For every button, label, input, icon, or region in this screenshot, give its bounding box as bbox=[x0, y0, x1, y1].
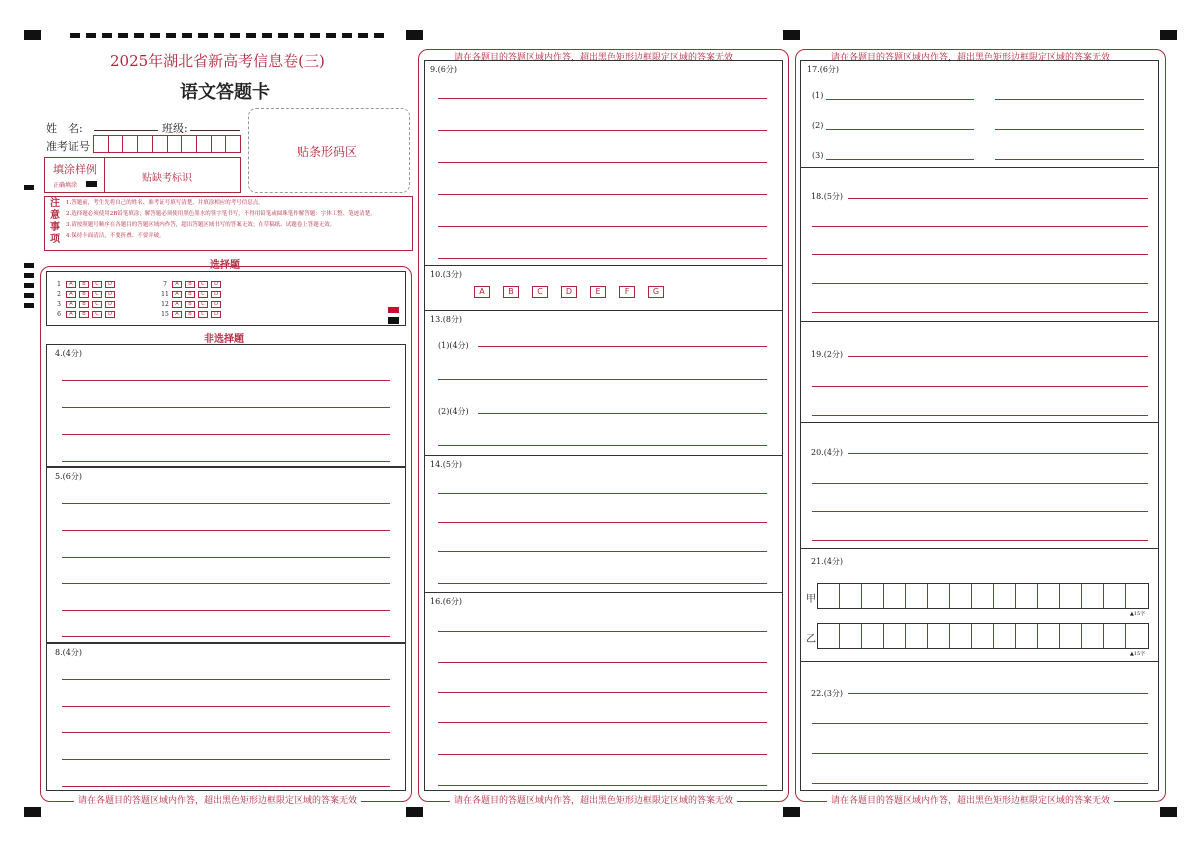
timing-mark bbox=[24, 185, 34, 190]
dash-segment bbox=[166, 33, 176, 38]
choice-option-bubble[interactable]: D bbox=[211, 291, 221, 298]
answer-line[interactable] bbox=[438, 98, 767, 99]
answer-line[interactable] bbox=[812, 312, 1148, 313]
dash-segment bbox=[342, 33, 352, 38]
answer-line[interactable] bbox=[62, 732, 390, 733]
choice-option-bubble[interactable]: C bbox=[92, 311, 102, 318]
answer-line[interactable] bbox=[438, 785, 767, 786]
choice-option-bubble[interactable]: D bbox=[105, 281, 115, 288]
q21-cell[interactable] bbox=[1016, 584, 1038, 608]
exam-no-cell[interactable] bbox=[197, 136, 212, 152]
answer-line[interactable] bbox=[438, 493, 767, 494]
choice-section-title: 选择题 bbox=[210, 260, 240, 271]
answer-line[interactable] bbox=[812, 511, 1148, 512]
q21-cell[interactable] bbox=[1060, 624, 1082, 648]
notice-label: 注 意 事 项 bbox=[50, 198, 60, 245]
answer-line[interactable] bbox=[62, 461, 390, 462]
card-title: 2025年湖北省新高考信息卷(三) bbox=[110, 52, 325, 70]
q21-row2-label: 乙 bbox=[806, 634, 816, 645]
barcode-label: 贴条形码区 bbox=[297, 145, 358, 159]
timing-mark bbox=[24, 263, 34, 268]
q21-cell[interactable] bbox=[1038, 584, 1060, 608]
choice-option-bubble[interactable]: C bbox=[92, 291, 102, 298]
notice-item: 2.选择题必须使用2B铅笔填涂；解答题必须使用黑色墨水的签字笔书写，不得用铅笔或圆珠笔作解答题：字体工整、笔迹清楚。 bbox=[66, 211, 376, 217]
q21-cell[interactable] bbox=[840, 584, 862, 608]
correct-fill-swatch bbox=[86, 181, 97, 187]
answer-line[interactable] bbox=[812, 753, 1148, 754]
choice-row bbox=[158, 301, 224, 308]
q22-label: 22.(3分) bbox=[811, 689, 844, 698]
q21-cell[interactable] bbox=[884, 584, 906, 608]
column-1-footer-warning: 请在各题目的答题区域内作答，超出黑色矩形边框限定区域的答案无效 bbox=[74, 793, 361, 806]
name-label: 姓 名: bbox=[46, 122, 83, 135]
q10-divider bbox=[424, 310, 783, 311]
dash-segment bbox=[118, 33, 128, 38]
q17-divider bbox=[800, 167, 1159, 168]
choice-option-bubble[interactable]: D bbox=[105, 291, 115, 298]
q21-cell[interactable] bbox=[840, 624, 862, 648]
fill-sample-label: 填涂样例 bbox=[53, 163, 97, 176]
q13-divider bbox=[424, 455, 783, 456]
timing-mark bbox=[783, 30, 800, 40]
q10-option-e[interactable]: E bbox=[590, 286, 606, 298]
choice-row bbox=[158, 291, 224, 298]
answer-line[interactable] bbox=[438, 226, 767, 227]
q21-cell[interactable] bbox=[818, 624, 840, 648]
choice-option-bubble[interactable]: A bbox=[172, 281, 182, 288]
q16-label: 16.(6分) bbox=[430, 597, 463, 606]
choice-row bbox=[52, 291, 118, 298]
answer-line[interactable] bbox=[848, 356, 1148, 357]
q21-row1-limit: ▲15字 bbox=[1130, 611, 1146, 617]
choice-option-bubble[interactable]: C bbox=[92, 301, 102, 308]
q21-cell[interactable] bbox=[862, 584, 884, 608]
answer-line[interactable] bbox=[438, 722, 767, 723]
timing-mark bbox=[24, 30, 41, 40]
choice-option-bubble[interactable]: D bbox=[105, 311, 115, 318]
choice-number: 15 bbox=[161, 311, 169, 318]
card-subtitle: 语文答题卡 bbox=[180, 82, 270, 103]
q21-cell[interactable] bbox=[1082, 584, 1104, 608]
answer-line[interactable] bbox=[995, 159, 1144, 160]
class-field[interactable] bbox=[190, 130, 240, 131]
dash-segment bbox=[102, 33, 112, 38]
q21-cell[interactable] bbox=[1126, 584, 1148, 608]
q4-box bbox=[46, 344, 406, 467]
timing-mark bbox=[24, 807, 41, 817]
timing-mark bbox=[24, 283, 34, 288]
dash-segment bbox=[214, 33, 224, 38]
choice-row bbox=[158, 281, 224, 288]
answer-line[interactable] bbox=[62, 380, 390, 381]
q21-cell[interactable] bbox=[1126, 624, 1148, 648]
answer-line[interactable] bbox=[438, 130, 767, 131]
timing-mark bbox=[1160, 30, 1177, 40]
exam-no-cell[interactable] bbox=[168, 136, 183, 152]
exam-no-label: 准考证号 bbox=[46, 140, 90, 153]
choice-black-marker bbox=[388, 317, 399, 324]
exam-no-cell[interactable] bbox=[182, 136, 197, 152]
q10-option-a[interactable]: A bbox=[474, 286, 490, 298]
choice-option-bubble[interactable]: C bbox=[198, 311, 208, 318]
dash-segment bbox=[294, 33, 304, 38]
exam-no-cell[interactable] bbox=[94, 136, 109, 152]
timing-mark bbox=[406, 30, 423, 40]
choice-number: 1 bbox=[57, 281, 61, 288]
choice-option-bubble[interactable]: D bbox=[211, 311, 221, 318]
choice-number: 3 bbox=[57, 301, 61, 308]
choice-option-bubble[interactable]: B bbox=[185, 291, 195, 298]
missing-exam-label: 贴缺考标识 bbox=[142, 173, 192, 184]
q17-part-label: (3) bbox=[812, 151, 824, 160]
q10-option-g[interactable]: G bbox=[648, 286, 664, 298]
notice-item: 3.请按照题号顺序在各题目的答题区域内作答，超出答题区域书写的答案无效；在草稿纸、试题卷上答题无效。 bbox=[66, 222, 336, 228]
answer-line[interactable] bbox=[62, 679, 390, 680]
answer-line[interactable] bbox=[995, 129, 1144, 130]
q13-label: 13.(8分) bbox=[430, 315, 463, 324]
q21-cell[interactable] bbox=[818, 584, 840, 608]
answer-line[interactable] bbox=[62, 434, 390, 435]
answer-line[interactable] bbox=[62, 407, 390, 408]
column-2-answer-box bbox=[424, 60, 783, 791]
choice-option-bubble[interactable]: B bbox=[185, 281, 195, 288]
q17-part-label: (2) bbox=[812, 121, 824, 130]
q21-cell[interactable] bbox=[972, 584, 994, 608]
q20-label: 20.(4分) bbox=[811, 448, 844, 457]
q18-label: 18.(5分) bbox=[811, 192, 844, 201]
q13-part1-label: (1)(4分) bbox=[438, 341, 469, 350]
q17-label: 17.(6分) bbox=[807, 65, 840, 74]
dash-segment bbox=[278, 33, 288, 38]
column-3-header-warning: 请在各题目的答题区域内作答，超出黑色矩形边框限定区域的答案无效 bbox=[827, 50, 1114, 63]
column-3-answer-box bbox=[800, 60, 1159, 791]
choice-option-bubble[interactable]: C bbox=[198, 281, 208, 288]
q21-cell[interactable] bbox=[928, 624, 950, 648]
choice-number: 11 bbox=[161, 291, 169, 298]
answer-line[interactable] bbox=[812, 783, 1148, 784]
q21-cell[interactable] bbox=[994, 624, 1016, 648]
fill-sample-divider bbox=[104, 157, 105, 193]
answer-line[interactable] bbox=[812, 226, 1148, 227]
timing-mark bbox=[24, 293, 34, 298]
answer-line[interactable] bbox=[848, 693, 1148, 694]
q20-divider bbox=[800, 548, 1159, 549]
answer-line[interactable] bbox=[438, 583, 767, 584]
dash-segment bbox=[70, 33, 80, 38]
dash-segment bbox=[262, 33, 272, 38]
answer-line[interactable] bbox=[62, 610, 390, 611]
q8-label: 8.(4分) bbox=[55, 648, 82, 657]
dash-segment bbox=[326, 33, 336, 38]
q9-divider bbox=[424, 265, 783, 266]
choice-option-bubble[interactable]: A bbox=[172, 301, 182, 308]
exam-no-cell[interactable] bbox=[153, 136, 168, 152]
answer-line[interactable] bbox=[438, 754, 767, 755]
answer-line[interactable] bbox=[62, 636, 390, 637]
timing-mark bbox=[24, 303, 34, 308]
choice-option-bubble[interactable]: A bbox=[66, 281, 76, 288]
dash-segment bbox=[246, 33, 256, 38]
choice-row bbox=[52, 301, 118, 308]
choice-option-bubble[interactable]: C bbox=[198, 291, 208, 298]
q14-label: 14.(5分) bbox=[430, 460, 463, 469]
choice-option-bubble[interactable]: B bbox=[79, 291, 89, 298]
answer-line[interactable] bbox=[62, 503, 390, 504]
answer-line[interactable] bbox=[62, 786, 390, 787]
choice-option-bubble[interactable]: C bbox=[198, 301, 208, 308]
timing-mark bbox=[1160, 807, 1177, 817]
choice-option-bubble[interactable]: B bbox=[185, 311, 195, 318]
dash-segment bbox=[134, 33, 144, 38]
answer-line[interactable] bbox=[478, 413, 767, 414]
q10-option-b[interactable]: B bbox=[503, 286, 519, 298]
q21-cell[interactable] bbox=[862, 624, 884, 648]
answer-line[interactable] bbox=[826, 99, 974, 100]
choice-number: 6 bbox=[57, 311, 61, 318]
choice-option-bubble[interactable]: A bbox=[66, 291, 76, 298]
notice-list bbox=[66, 198, 412, 242]
dash-segment bbox=[310, 33, 320, 38]
answer-line[interactable] bbox=[438, 631, 767, 632]
q21-cell[interactable] bbox=[950, 624, 972, 648]
q21-cell[interactable] bbox=[1038, 624, 1060, 648]
q21-cell[interactable] bbox=[906, 624, 928, 648]
choice-option-bubble[interactable]: D bbox=[105, 301, 115, 308]
dash-segment bbox=[198, 33, 208, 38]
class-label: 班级: bbox=[162, 122, 188, 135]
q21-row2-grid[interactable] bbox=[817, 623, 1149, 649]
answer-line[interactable] bbox=[812, 483, 1148, 484]
answer-line[interactable] bbox=[62, 583, 390, 584]
answer-line[interactable] bbox=[62, 557, 390, 558]
choice-option-bubble[interactable]: D bbox=[211, 301, 221, 308]
notice-item: 4.保持卡面清洁，不要折叠、不要弄破。 bbox=[66, 233, 165, 239]
choice-number: 12 bbox=[161, 301, 169, 308]
q8-box bbox=[46, 643, 406, 791]
q21-cell[interactable] bbox=[1104, 584, 1126, 608]
answer-line[interactable] bbox=[848, 453, 1148, 454]
correct-fill-label: 正确填涂 bbox=[53, 182, 78, 189]
choice-option-bubble[interactable]: B bbox=[79, 301, 89, 308]
dash-segment bbox=[182, 33, 192, 38]
notice-item: 1.答题前，考生先将自己的姓名、准考证号填写清楚，并填涂相应的考号信息点。 bbox=[66, 200, 264, 206]
choice-option-bubble[interactable]: A bbox=[172, 291, 182, 298]
exam-no-cell[interactable] bbox=[138, 136, 153, 152]
q10-option-f[interactable]: F bbox=[619, 286, 635, 298]
choice-row bbox=[52, 281, 118, 288]
choice-option-bubble[interactable]: A bbox=[66, 311, 76, 318]
timing-mark bbox=[406, 807, 423, 817]
answer-line[interactable] bbox=[438, 551, 767, 552]
answer-line[interactable] bbox=[812, 415, 1148, 416]
column-2-footer-warning: 请在各题目的答题区域内作答，超出黑色矩形边框限定区域的答案无效 bbox=[450, 793, 737, 806]
choice-number: 2 bbox=[57, 291, 61, 298]
answer-line[interactable] bbox=[62, 530, 390, 531]
q21-row1-label: 甲 bbox=[806, 594, 816, 605]
answer-line[interactable] bbox=[995, 99, 1144, 100]
answer-line[interactable] bbox=[812, 723, 1148, 724]
answer-line[interactable] bbox=[438, 379, 767, 380]
answer-line[interactable] bbox=[438, 258, 767, 259]
answer-line[interactable] bbox=[826, 159, 974, 160]
choice-option-bubble[interactable]: B bbox=[185, 301, 195, 308]
choice-option-bubble[interactable]: C bbox=[92, 281, 102, 288]
choice-option-bubble[interactable]: A bbox=[172, 311, 182, 318]
choice-row bbox=[52, 311, 118, 318]
q19-divider bbox=[800, 422, 1159, 423]
dash-segment bbox=[150, 33, 160, 38]
choice-option-bubble[interactable]: A bbox=[66, 301, 76, 308]
q21-divider bbox=[800, 661, 1159, 662]
exam-no-cell[interactable] bbox=[212, 136, 227, 152]
answer-line[interactable] bbox=[62, 706, 390, 707]
column-3-footer-warning: 请在各题目的答题区域内作答，超出黑色矩形边框限定区域的答案无效 bbox=[827, 793, 1114, 806]
q5-label: 5.(6分) bbox=[55, 472, 82, 481]
choice-option-bubble[interactable]: B bbox=[79, 281, 89, 288]
q21-label: 21.(4分) bbox=[811, 557, 844, 566]
answer-line[interactable] bbox=[62, 759, 390, 760]
q21-cell[interactable] bbox=[994, 584, 1016, 608]
q21-cell[interactable] bbox=[1082, 624, 1104, 648]
q5-box bbox=[46, 467, 406, 643]
q21-cell[interactable] bbox=[972, 624, 994, 648]
choice-option-bubble[interactable]: D bbox=[211, 281, 221, 288]
timing-mark bbox=[783, 807, 800, 817]
choice-red-marker bbox=[388, 307, 399, 313]
answer-line[interactable] bbox=[438, 194, 767, 195]
q21-row2-limit: ▲15字 bbox=[1130, 651, 1146, 657]
q21-cell[interactable] bbox=[950, 584, 972, 608]
q21-cell[interactable] bbox=[1060, 584, 1082, 608]
q10-option-c[interactable]: C bbox=[532, 286, 548, 298]
q4-label: 4.(4分) bbox=[55, 349, 82, 358]
timing-mark bbox=[24, 273, 34, 278]
answer-line[interactable] bbox=[438, 445, 767, 446]
exam-no-cell[interactable] bbox=[109, 136, 124, 152]
choice-row bbox=[158, 311, 224, 318]
exam-no-cells[interactable] bbox=[93, 135, 241, 153]
q14-divider bbox=[424, 592, 783, 593]
answer-line[interactable] bbox=[812, 283, 1148, 284]
answer-line[interactable] bbox=[826, 129, 974, 130]
exam-no-cell[interactable] bbox=[226, 136, 240, 152]
exam-no-cell[interactable] bbox=[123, 136, 138, 152]
q9-label: 9.(6分) bbox=[430, 65, 457, 74]
q21-cell[interactable] bbox=[1104, 624, 1126, 648]
name-field[interactable] bbox=[94, 130, 158, 131]
column-2-header-warning: 请在各题目的答题区域内作答，超出黑色矩形边框限定区域的答案无效 bbox=[450, 50, 737, 63]
dash-segment bbox=[86, 33, 96, 38]
dash-segment bbox=[230, 33, 240, 38]
answer-line[interactable] bbox=[438, 692, 767, 693]
choice-number: 7 bbox=[163, 281, 167, 288]
answer-line[interactable] bbox=[812, 254, 1148, 255]
q21-cell[interactable] bbox=[928, 584, 950, 608]
answer-line[interactable] bbox=[438, 662, 767, 663]
q21-row1-grid[interactable] bbox=[817, 583, 1149, 609]
answer-line[interactable] bbox=[478, 346, 767, 347]
q19-label: 19.(2分) bbox=[811, 350, 844, 359]
q21-cell[interactable] bbox=[1016, 624, 1038, 648]
choice-option-bubble[interactable]: B bbox=[79, 311, 89, 318]
q18-divider bbox=[800, 321, 1159, 322]
q10-option-d[interactable]: D bbox=[561, 286, 577, 298]
dash-segment bbox=[374, 33, 384, 38]
answer-line[interactable] bbox=[438, 522, 767, 523]
nonchoice-section-title: 非选择题 bbox=[204, 334, 244, 345]
q21-cell[interactable] bbox=[906, 584, 928, 608]
q13-part2-label: (2)(4分) bbox=[438, 407, 469, 416]
dash-segment bbox=[358, 33, 368, 38]
q21-cell[interactable] bbox=[884, 624, 906, 648]
q17-part-label: (1) bbox=[812, 91, 824, 100]
answer-line[interactable] bbox=[438, 162, 767, 163]
answer-line[interactable] bbox=[812, 540, 1148, 541]
q10-label: 10.(3分) bbox=[430, 270, 463, 279]
answer-line[interactable] bbox=[848, 198, 1148, 199]
answer-line[interactable] bbox=[812, 386, 1148, 387]
